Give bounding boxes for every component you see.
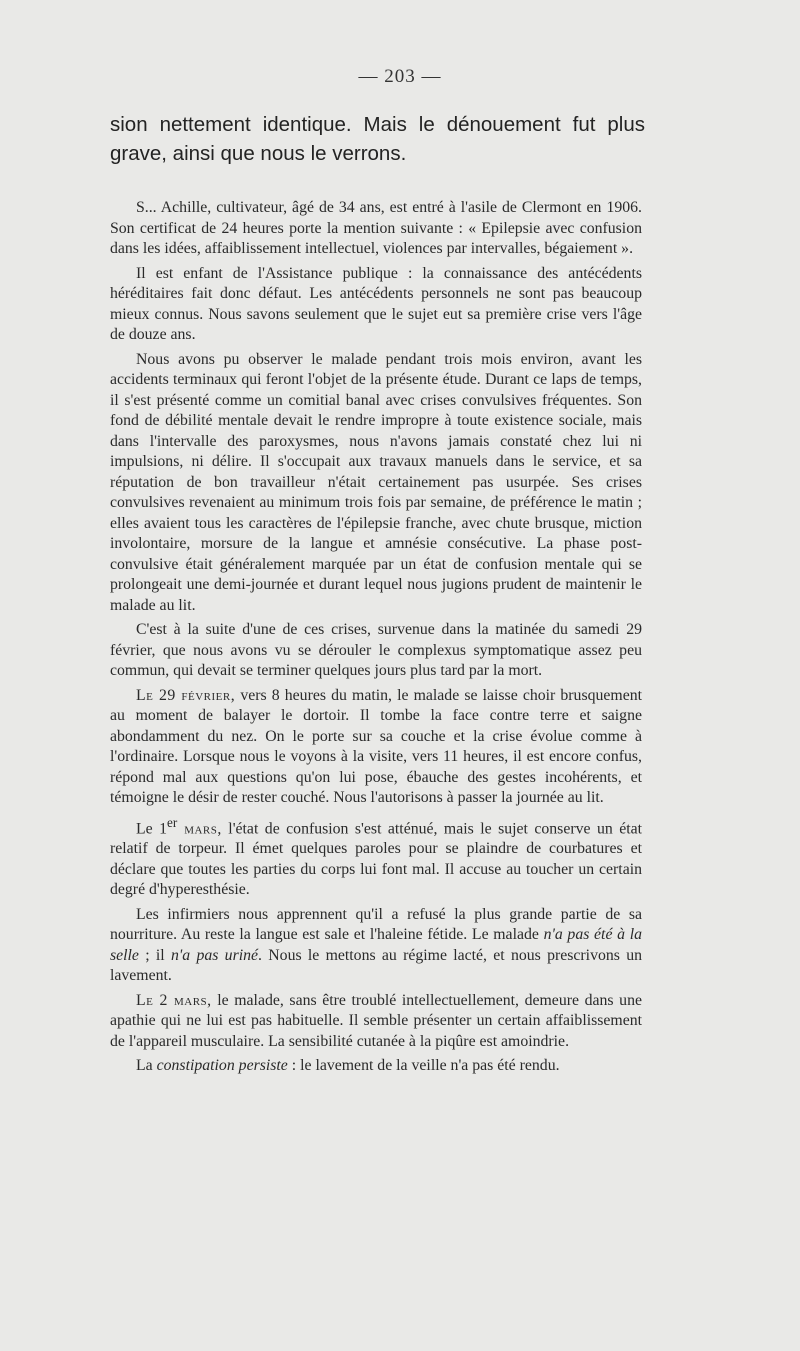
- paragraph: Le 29 février, vers 8 heures du matin, le malade se laisse choir brusquement au moment de balayer le dortoir. Il tombe la face contre terre et saigne abondamment du nez. On le porte sur sa couche et la crise évolue comme à l'ordinaire. Lorsque nous le voyons à la visite, vers 11 heures, il est encore confus, répond mal aux questions qu'on lui pose, ébauche des gestes incohérents, et témoigne le désir de rester couché. Nous l'autorisons à passer la journée au lit.: [110, 686, 642, 806]
- page-number: — 203 —: [358, 66, 442, 87]
- paragraph: Il est enfant de l'Assistance publique : la connaissance des antécédents héréditaires fait donc défaut. Les antécédents personnels ne sont pas beaucoup mieux connus. Nous savons seulement que le sujet eut sa première crise vers l'âge de douze ans.: [110, 264, 642, 343]
- paragraph: C'est à la suite d'une de ces crises, survenue dans la matinée du samedi 29 février, que nous avons vu se dérouler le complexus symptomatique assez peu commun, qui devait se terminer quelques jours plus tard par la mort.: [110, 621, 642, 679]
- paragraph: S... Achille, cultivateur, âgé de 34 ans, est entré à l'asile de Clermont en 1906. Son certificat de 24 heures porte la mention suivante : « Epilepsie avec confusion dans les idées, affaiblissement intellectuel, violences par intervalles, bégaiement ».: [110, 199, 642, 257]
- paragraph: Le 2 mars, le malade, sans être troublé intellectuellement, demeure dans une apathie qui ne lui est pas habituelle. Il semble présenter un certain affaiblissement de l'appareil musculaire. La sensibilité cutanée à la piqûre est amoindrie.: [110, 991, 642, 1050]
- paragraph: La constipation persiste : le lavement de la veille n'a pas été rendu.: [136, 1057, 560, 1075]
- paragraph: Nous avons pu observer le malade pendant trois mois environ, avant les accidents terminaux qui feront l'objet de la présente étude. Durant ce laps de temps, il s'est présenté comme un comitial banal avec crises convulsives fréquentes. Son fond de débilité mentale devait le rendre impropre à toute existence sociale, mais dans l'intervalle des paroxysmes, nous n'avons jamais constaté chez lui ni impulsions, ni délire. Il s'occupait aux travaux manuels dans le service, et sa réputation de bon travailleur n'était certainement pas usurpée. Ses crises convulsives revenaient au minimum trois fois par semaine, de préférence le matin ; elles avaient tous les caractères de l'épilepsie franche, avec chute brusque, miction involontaire, morsure de la langue et amnésie consécutive. La phase post-convulsive était généralement marquée par un état de confusion mentale qui se prolongeait une demi-journée et durant lequel nous jugions prudent de maintenir le malade au lit.: [110, 350, 642, 614]
- body-text: [110, 198, 642, 1081]
- date-label: Le 2 mars,: [136, 991, 212, 1009]
- paragraph: Le 1er mars, l'état de confusion s'est atténué, mais le sujet conserve un état relatif de torpeur. Il émet quelques paroles pour se plaindre de courbatures et déclare que toutes les parties du corps lui font mal. Il accuse au toucher un certain degré d'hyperesthésie.: [110, 814, 643, 899]
- paragraph: Les infirmiers nous apprennent qu'il a refusé la plus grande partie de sa nourriture. Au reste la langue est sale et l'haleine fétide. Le malade n'a pas été à la selle ; il n'a pas uriné. Nous le mettons au régime lacté, et nous prescrivons un lavement.: [110, 905, 643, 985]
- lead-paragraph: sion nettement identique. Mais le dénouement fut plus grave, ainsi que nous le verrons.: [110, 113, 645, 165]
- date-label: Le 29 février,: [136, 686, 236, 704]
- date-label: mars,: [177, 819, 222, 837]
